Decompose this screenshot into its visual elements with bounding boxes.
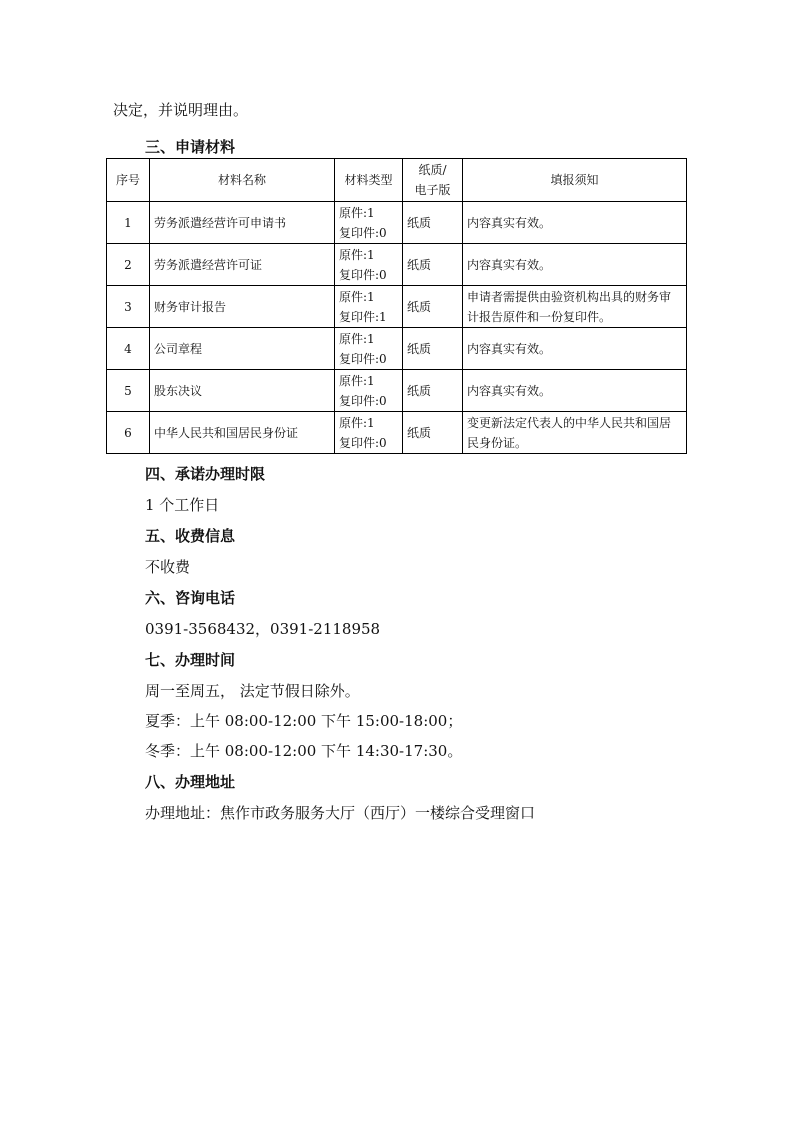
row-form: 纸质	[403, 286, 463, 328]
table-row	[107, 412, 687, 454]
row-name: 中华人民共和国居民身份证	[150, 412, 335, 454]
section-time-limit-title: 四、承诺办理时限	[145, 465, 266, 483]
row-type	[335, 328, 403, 370]
row-form: 纸质	[403, 328, 463, 370]
row-copy: 复印件:0	[339, 267, 387, 282]
row-copy: 复印件:0	[339, 435, 387, 450]
section-materials-title: 三、申请材料	[145, 138, 236, 156]
row-original: 原件:1	[339, 205, 375, 220]
address-text: 办理地址：焦作市政务服务大厅（西厅）一楼综合受理窗口	[145, 804, 536, 822]
row-note: 申请者需提供由验资机构出具的财务审计报告原件和一份复印件。	[463, 286, 687, 328]
header-note: 填报须知	[463, 159, 687, 202]
header-type: 材料类型	[335, 159, 403, 202]
hours-winter: 冬季：上午 08:00-12:00 下午 14:30-17:30。	[145, 742, 463, 760]
row-name: 劳务派遣经营许可证	[150, 244, 335, 286]
row-copy: 复印件:0	[339, 393, 387, 408]
table-row	[107, 202, 687, 244]
hours-weekdays: 周一至周五， 法定节假日除外。	[145, 682, 360, 700]
row-type	[335, 370, 403, 412]
row-original: 原件:1	[339, 289, 375, 304]
table-row	[107, 328, 687, 370]
row-name: 财务审计报告	[150, 286, 335, 328]
row-original: 原件:1	[339, 415, 375, 430]
row-form: 纸质	[403, 370, 463, 412]
row-note: 内容真实有效。	[463, 370, 687, 412]
row-original: 原件:1	[339, 247, 375, 262]
row-type	[335, 244, 403, 286]
fee-text: 不收费	[145, 558, 191, 576]
row-form: 纸质	[403, 244, 463, 286]
row-copy: 复印件:0	[339, 225, 387, 240]
section-hours-title: 七、办理时间	[145, 651, 236, 669]
row-copy: 复印件:1	[339, 309, 387, 324]
row-form: 纸质	[403, 412, 463, 454]
row-note: 内容真实有效。	[463, 328, 687, 370]
row-type	[335, 412, 403, 454]
row-original: 原件:1	[339, 373, 375, 388]
row-type	[335, 286, 403, 328]
row-name: 劳务派遣经营许可申请书	[150, 202, 335, 244]
row-name: 股东决议	[150, 370, 335, 412]
table-row	[107, 370, 687, 412]
section-address-title: 八、办理地址	[145, 773, 236, 791]
row-seq: 2	[107, 244, 150, 286]
intro-text: 决定，并说明理由。	[113, 101, 249, 119]
row-name: 公司章程	[150, 328, 335, 370]
header-name: 材料名称	[150, 159, 335, 202]
time-limit-text: 1 个工作日	[145, 496, 220, 514]
row-seq: 6	[107, 412, 150, 454]
hours-summer: 夏季：上午 08:00-12:00 下午 15:00-18:00；	[145, 712, 463, 730]
section-phone-title: 六、咨询电话	[145, 589, 236, 607]
materials-table	[106, 158, 687, 454]
row-form: 纸质	[403, 202, 463, 244]
phone-text: 0391-3568432，0391-2118958	[145, 620, 381, 638]
row-note: 变更新法定代表人的中华人民共和国居民身份证。	[463, 412, 687, 454]
row-copy: 复印件:0	[339, 351, 387, 366]
row-seq: 3	[107, 286, 150, 328]
row-note: 内容真实有效。	[463, 244, 687, 286]
row-original: 原件:1	[339, 331, 375, 346]
row-type	[335, 202, 403, 244]
section-fee-title: 五、收费信息	[145, 527, 236, 545]
table-row	[107, 244, 687, 286]
row-seq: 4	[107, 328, 150, 370]
table-header-row	[107, 159, 687, 202]
row-seq: 5	[107, 370, 150, 412]
header-form: 纸质/ 电子版	[403, 159, 463, 202]
header-seq: 序号	[107, 159, 150, 202]
row-seq: 1	[107, 202, 150, 244]
table-row	[107, 286, 687, 328]
row-note: 内容真实有效。	[463, 202, 687, 244]
